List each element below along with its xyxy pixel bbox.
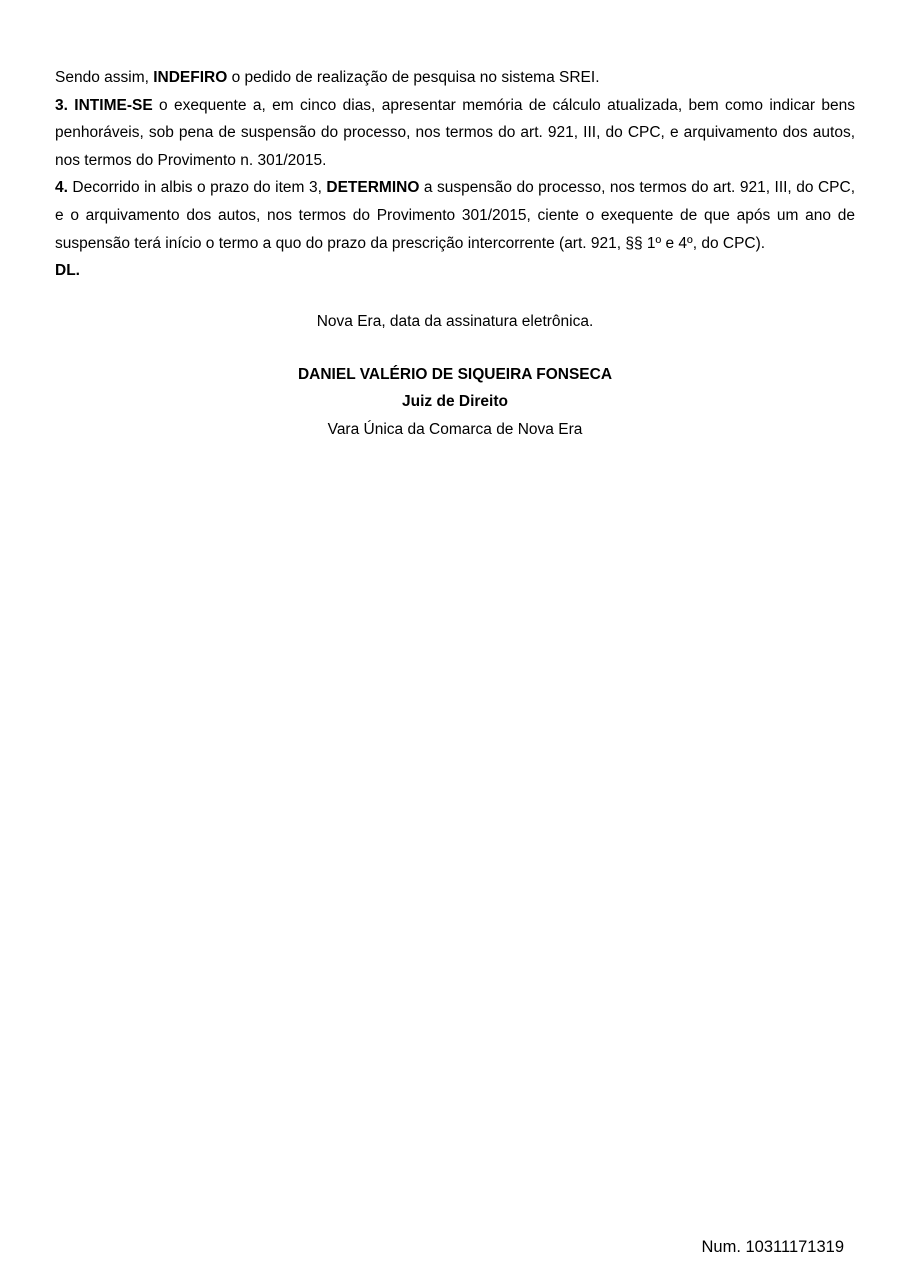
paragraph-text: Decorrido in albis o prazo do item 3, <box>67 179 327 197</box>
document-number: Num. 10311171319 <box>701 1238 844 1256</box>
paragraph-indefiro <box>55 64 855 92</box>
place-and-date: Nova Era, data da assinatura eletrônica. <box>316 313 594 330</box>
paragraph-text: a suspensão do processo, nos termos do art. 921, III, do CPC, e o arquivamento dos autos, nos termos do Provimento 301/2015, ciente o exequente de que após um ano de suspensão terá início o termo a quo do prazo da prescrição intercorrente (art. 921, §§ 1º e 4º, do CPC). <box>55 179 856 252</box>
item-number: 4. <box>55 179 68 197</box>
paragraph-text: Sendo assim, <box>55 69 154 86</box>
judge-name: DANIEL VALÉRIO DE SIQUEIRA FONSECA <box>297 366 613 383</box>
decision-body <box>55 64 855 285</box>
bold-term-intime-se: 3. INTIME-SE <box>55 96 153 114</box>
paragraph-item-3 <box>55 92 855 175</box>
bold-term-indefiro: INDEFIRO <box>153 69 228 86</box>
bold-term-determino: DETERMINO <box>326 179 420 197</box>
paragraph-text: o exequente a, em cinco dias, apresentar memória de cálculo atualizada, bem como indicar bens penhoráveis, sob pena de suspensão do processo, nos termos do art. 921, III, do CPC, e arquivamento dos autos, nos termos do Provimento n. 301/2015. <box>55 96 855 169</box>
paragraph-item-4 <box>55 174 855 257</box>
bold-term-dl: DL. <box>55 262 80 280</box>
court-name: Vara Única da Comarca de Nova Era <box>327 421 583 438</box>
judge-title: Juiz de Direito <box>402 393 508 410</box>
paragraph-text: o pedido de realização de pesquisa no sistema SREI. <box>227 69 600 86</box>
paragraph-dl <box>55 257 855 285</box>
